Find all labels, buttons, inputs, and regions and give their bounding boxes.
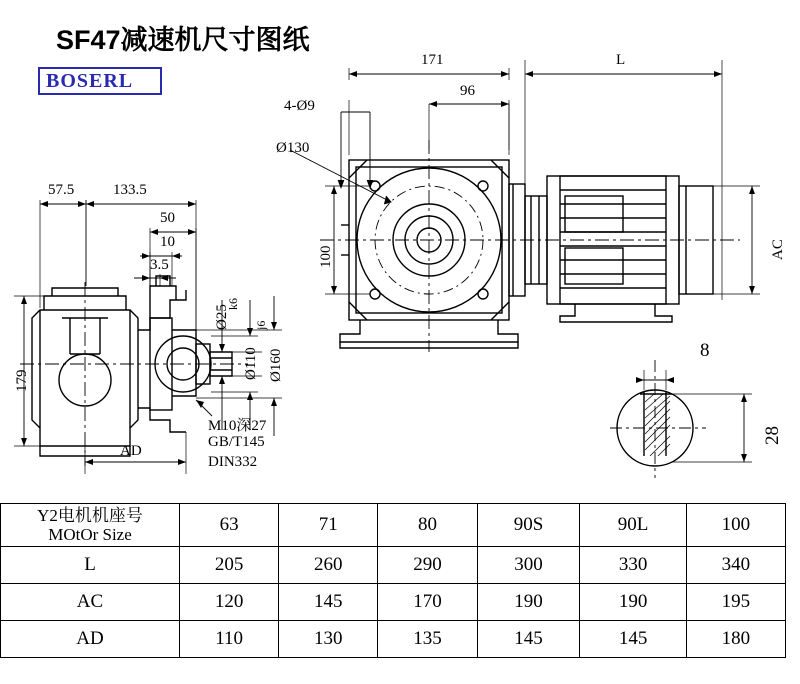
note-thread-3: DIN332 — [208, 454, 258, 470]
table-row-label: AD — [1, 621, 180, 658]
table-cell: 190 — [580, 584, 686, 621]
table-cell: 260 — [279, 547, 378, 584]
table-cell: 170 — [378, 584, 477, 621]
dim-3-5: 3.5 — [150, 257, 169, 273]
table-cell: 190 — [477, 584, 580, 621]
table-cell: 145 — [279, 584, 378, 621]
dim-d110j6: Ø110 — [243, 347, 259, 380]
dim-d110j6-tol: j6 — [254, 320, 268, 330]
specification-table — [0, 503, 786, 658]
table-cell: 330 — [580, 547, 686, 584]
dim-96: 96 — [460, 83, 475, 99]
table-cell: 71 — [279, 504, 378, 547]
dim-L-top: L — [616, 52, 626, 68]
table-cell: 120 — [180, 584, 279, 621]
table-cell: 300 — [477, 547, 580, 584]
note-thread-2: GB/T145 — [208, 434, 265, 450]
dim-179: 179 — [14, 369, 30, 392]
dim-10: 10 — [160, 234, 175, 250]
dim-133-5: 133.5 — [113, 182, 147, 198]
dim-50: 50 — [160, 210, 175, 226]
dim-4-d9: 4-Ø9 — [284, 98, 315, 114]
table-row-label: L — [1, 547, 180, 584]
table-cell: 100 — [686, 504, 785, 547]
table-cell: 130 — [279, 621, 378, 658]
dim-AD-left: AD — [120, 443, 142, 459]
table-row — [1, 621, 786, 658]
table-cell: 290 — [378, 547, 477, 584]
table-cell: 63 — [180, 504, 279, 547]
table-cell: 195 — [686, 584, 785, 621]
table-cell: 340 — [686, 547, 785, 584]
table-row — [1, 584, 786, 621]
table-row — [1, 547, 786, 584]
dim-d25k6: Ø25 — [214, 304, 230, 330]
dim-d160: Ø160 — [268, 348, 284, 382]
dim-key-28: 28 — [762, 426, 783, 445]
dim-171: 171 — [421, 52, 444, 68]
table-cell: 205 — [180, 547, 279, 584]
table-header-label-en: MOtOr Size — [48, 525, 132, 544]
note-thread-1: M10深27 — [208, 418, 267, 434]
dim-AC-vertical: AC — [770, 239, 786, 260]
table-header-label — [1, 504, 180, 547]
table-cell: 145 — [580, 621, 686, 658]
table-cell: 145 — [477, 621, 580, 658]
table-row-label: AC — [1, 584, 180, 621]
table-header-label-cn: Y2电机机座号 — [37, 506, 143, 525]
dim-d25k6-tol: k6 — [226, 298, 240, 310]
dim-key-8: 8 — [700, 340, 710, 361]
table-row-header — [1, 504, 786, 547]
page-title: SF47减速机尺寸图纸 — [56, 25, 310, 55]
dim-d130: Ø130 — [276, 140, 310, 156]
dim-100: 100 — [318, 245, 334, 268]
table-cell: 110 — [180, 621, 279, 658]
table-cell: 135 — [378, 621, 477, 658]
table-cell: 90L — [580, 504, 686, 547]
brand-logo-text: BOSERL — [46, 70, 134, 92]
dim-57-5: 57.5 — [48, 182, 75, 198]
table-cell: 180 — [686, 621, 785, 658]
table-cell: 90S — [477, 504, 580, 547]
table-cell: 80 — [378, 504, 477, 547]
